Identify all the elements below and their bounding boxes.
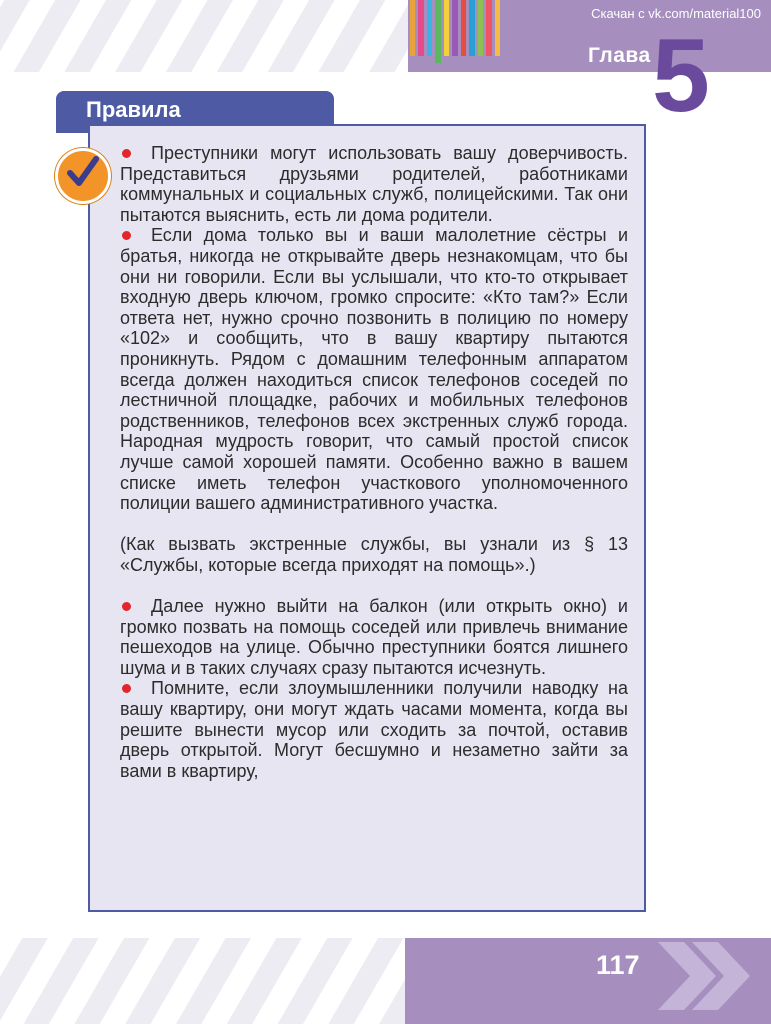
color-bars-decoration xyxy=(410,0,500,56)
rule-paragraph: Преступники могут использовать вашу доверчивость. Представиться друзьями родителей, работниками коммунальных и социальных служб, полицейскими. Так они пытаются выяснить, есть ли дома родители. xyxy=(120,143,628,225)
cross-reference-note: (Как вызвать экстренные службы, вы узнали из § 13 «Службы, которые всегда приходят на помощь».) xyxy=(120,534,628,575)
color-bar xyxy=(478,0,483,56)
source-note: Скачан с vk.com/material100 xyxy=(591,6,761,21)
rule-paragraph: Помните, если злоумышленники получили наводку на вашу квартиру, они могут ждать часами момента, когда вы решите вынести мусор или сходить за почтой, оставив дверь открытой. Могут бесшумно и незаметно зайти за вами в квартиру, xyxy=(120,678,628,781)
header-stripes xyxy=(0,0,420,72)
footer-stripes xyxy=(0,938,430,1024)
chapter-number: 5 xyxy=(652,18,710,134)
color-bar xyxy=(410,0,415,56)
rule-paragraph: Далее нужно выйти на балкон (или открыть окно) и громко позвать на помощь соседей или привлечь внимание пешеходов на улице. Обычно преступники боятся лишнего шума и в таких случаях сразу пытаются исчезнуть. xyxy=(120,596,628,678)
rules-panel-title: Правила xyxy=(86,97,181,122)
color-bar xyxy=(435,0,440,63)
bullet-icon xyxy=(122,149,131,158)
check-icon xyxy=(55,148,111,204)
color-bar xyxy=(469,0,474,56)
color-bar xyxy=(486,0,491,56)
bullet-icon xyxy=(122,231,131,240)
color-bar xyxy=(452,0,457,56)
rules-text xyxy=(120,143,628,781)
chapter-label: Глава xyxy=(588,44,651,67)
bullet-icon xyxy=(122,602,131,611)
color-bar xyxy=(461,0,466,56)
color-bar xyxy=(444,0,449,56)
color-bar xyxy=(427,0,432,56)
double-chevron-right-icon xyxy=(654,928,754,1024)
color-bar xyxy=(418,0,423,56)
rule-paragraph: Если дома только вы и ваши малолетние сёстры и братья, никогда не открывайте дверь незнакомцам, что бы они ни говорили. Если вы услышали, что кто-то открывает входную дверь ключом, громко спросите: «Кто там?» Если ответа нет, нужно срочно позвонить в полицию по номеру «102» и сообщить, что в вашу квартиру пытаются проникнуть. Рядом с домашним телефонным аппаратом всегда должен находиться список телефонов соседей по лестничной площадке, рабочих и мобильных телефонов родственников, телефонов всех экстренных служб города. Народная мудрость говорит, что самый простой список лучше самой хорошей памяти. Особенно важно в вашем списке иметь телефон участкового уполномоченного полиции вашего административного участка. xyxy=(120,225,628,514)
page-number: 117 xyxy=(596,950,640,980)
color-bar xyxy=(495,0,500,56)
bullet-icon xyxy=(122,684,131,693)
